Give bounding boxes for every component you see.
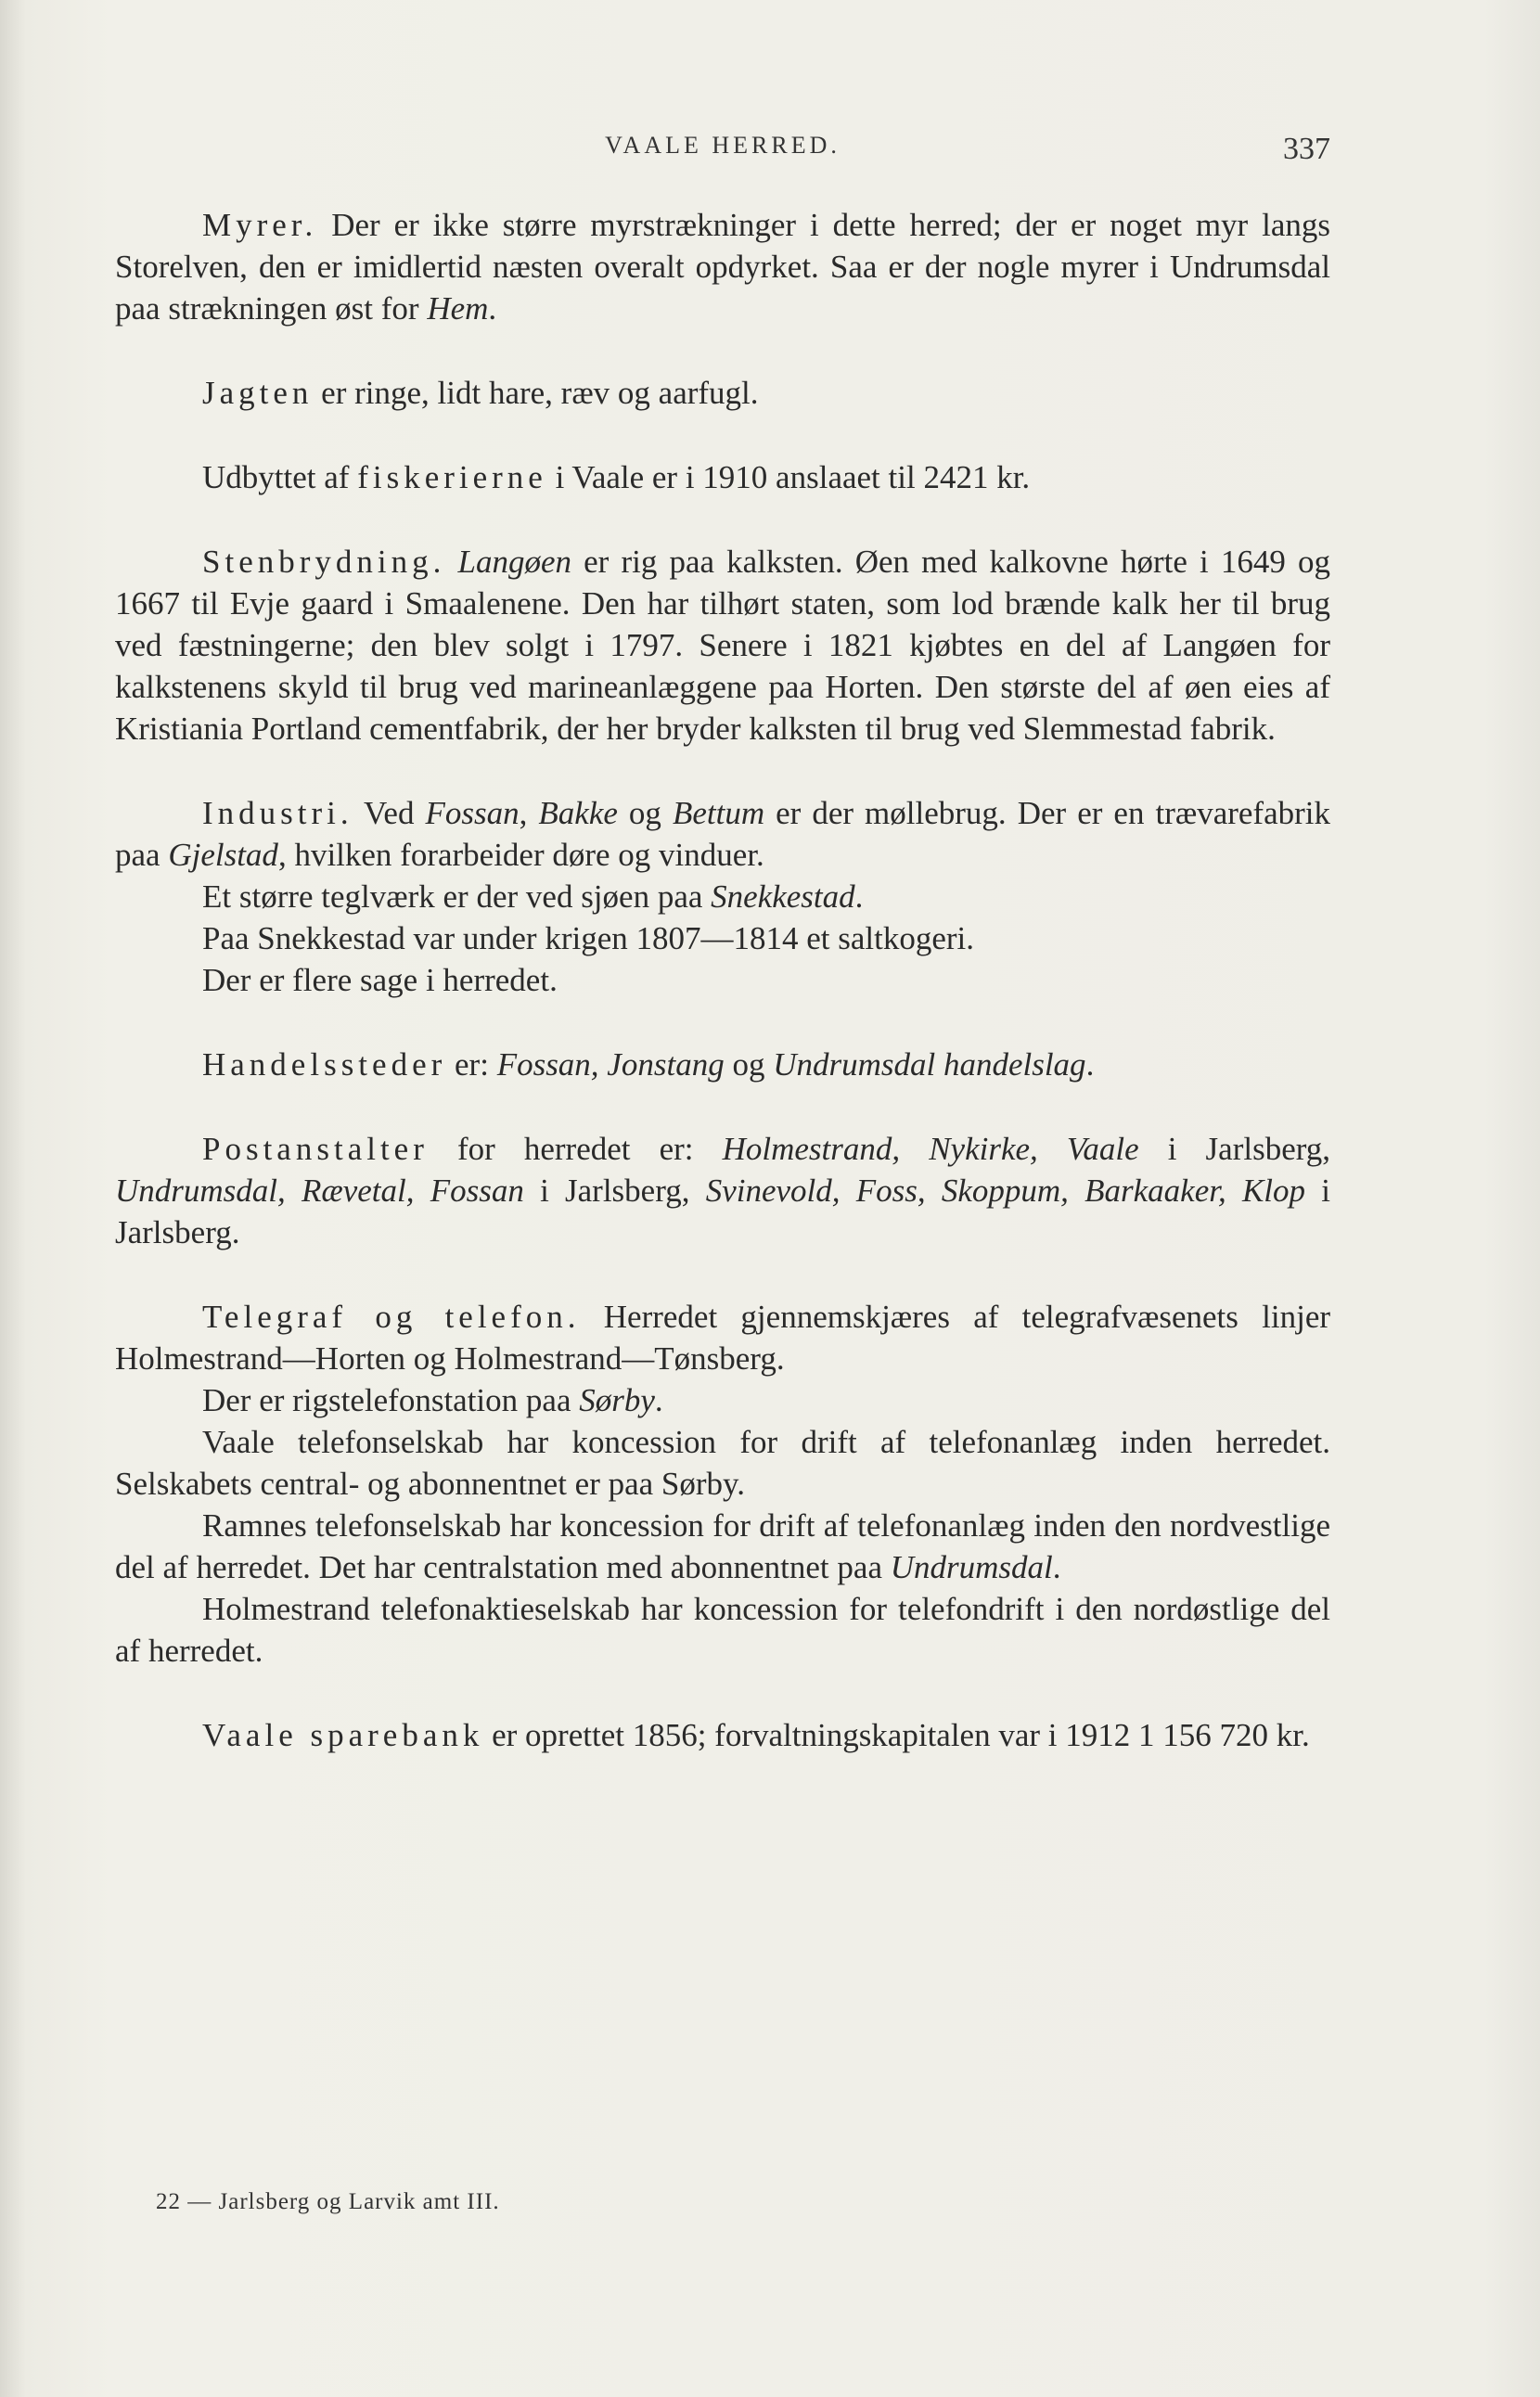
place-name: Bakke: [538, 795, 618, 831]
place-name: Fossan: [425, 795, 520, 831]
place-name: Undrumsdal: [890, 1549, 1053, 1585]
paragraph-text: er rig paa kalksten. Øen med kalkovne hørte i 1649 og 1667 til Evje gaard i Smaalenene. Den har tilhørt staten, som lod brænde kalk her til brug ved fæstningerne; den blev solgt i 1797. Senere i 1821 kjøbtes en del af Langøen for kalkstenens skyld til brug ved marineanlæggene paa Horten. Den største del af øen eies af Kristiania Portland cementfabrik, der her bryder kalksten til brug ved Slemmestad fabrik.: [115, 544, 1331, 747]
paragraph-end: .: [488, 290, 497, 327]
paragraph-end: .: [654, 1382, 663, 1418]
paragraph-text: Der er rigstelefonstation paa: [202, 1382, 580, 1418]
paragraph-text: Udbyttet af: [202, 459, 358, 495]
place-list: Holmestrand, Nykirke, Vaale: [722, 1131, 1139, 1167]
paragraph-saltkogeri: Paa Snekkestad var under krigen 1807—1814 et saltkogeri.: [202, 920, 975, 956]
paragraph-text: er ringe, lidt hare, ræv og aarfugl.: [313, 375, 759, 411]
paragraph-text: er oprettet 1856; forvaltningskapitalen var i 1912 1 156 720 kr.: [483, 1717, 1310, 1753]
paragraph-industri: [115, 792, 1330, 876]
paragraph-postanstalter: [115, 1128, 1330, 1253]
section-heading-stenbrydning: Stenbrydning.: [202, 544, 446, 580]
paragraph-end: .: [1052, 1549, 1061, 1585]
paragraph-telegraf: [115, 1296, 1330, 1379]
place-name: Langøen: [457, 544, 571, 580]
place-name: Undrumsdal handelslag: [773, 1046, 1086, 1083]
paragraph-teglvaerk: [115, 876, 1330, 917]
footer-signature: 22 — Jarlsberg og Larvik amt III.: [156, 2189, 500, 2214]
section-heading-telegraf: Telegraf og telefon.: [202, 1299, 581, 1335]
place-name: Sørby: [579, 1382, 655, 1418]
paragraph-udbyttet: [115, 456, 1330, 498]
paragraph-text: i Jarlsberg,: [523, 1173, 706, 1209]
paragraph-myrer: [115, 204, 1330, 329]
section-heading-postanstalter: Postanstalter: [202, 1131, 429, 1167]
section-heading-fiskerierne: fiskerierne: [357, 459, 547, 495]
running-title: VAALE HERRED.: [605, 132, 841, 159]
paragraph-text: er der møllebrug. Der er en trævarefabrik paa: [115, 795, 1330, 873]
paragraph-stenbrydning: [115, 541, 1330, 750]
separator: ,: [519, 795, 539, 831]
paragraph-ramnes-telefon: [115, 1505, 1330, 1588]
page-body: [115, 204, 1330, 1756]
paragraph-sage: Der er flere sage i herredet.: [202, 962, 558, 998]
paragraph-sparebank: [115, 1714, 1330, 1756]
paragraph-text: i Jarlsberg,: [1138, 1131, 1330, 1167]
place-list: Fossan, Jonstang: [496, 1046, 725, 1083]
section-heading-industri: Industri.: [202, 795, 353, 831]
place-list: Undrumsdal, Rævetal, Fossan: [115, 1173, 524, 1209]
paragraph-text: Ved: [353, 795, 426, 831]
section-heading-myrer: Myrer.: [202, 207, 318, 243]
paragraph-text: er:: [446, 1046, 497, 1083]
section-heading-sparebank: Vaale sparebank: [202, 1717, 484, 1753]
paragraph-jagten: [115, 372, 1330, 414]
paragraph-text: i Vaale er i 1910 anslaaet til 2421 kr.: [546, 459, 1031, 495]
paragraph-text: for herredet er:: [428, 1131, 723, 1167]
paragraph-rigstelefon: [115, 1379, 1330, 1421]
paragraph-text: i Jarlsberg.: [115, 1173, 1330, 1250]
section-heading-jagten: Jagten: [202, 375, 314, 411]
page-number: 337: [1283, 132, 1330, 166]
paragraph-text: Et større teglværk er der ved sjøen paa: [202, 878, 712, 915]
section-heading-handelssteder: Handelssteder: [202, 1046, 447, 1083]
paragraph-handelssteder: [115, 1044, 1330, 1085]
paragraph-text: Herredet gjennemskjæres af telegrafvæsenets linjer Holmestrand—Horten og Holmestrand—Tønsberg.: [115, 1299, 1331, 1377]
paragraph-text: Der er ikke større myrstrækninger i dette herred; der er noget myr langs Storelven, den er imidlertid næsten overalt opdyrket. Saa er der nogle myrer i Undrumsdal paa strækningen øst for: [115, 207, 1330, 327]
place-name: Bettum: [672, 795, 765, 831]
paragraph-text: Ramnes telefonselskab har koncession for drift af telefonanlæg inden den nordvestlige del af herredet. Det har centralstation med abonnentnet paa: [115, 1507, 1330, 1585]
separator: og: [724, 1046, 774, 1083]
place-list: Svinevold, Foss, Skoppum, Barkaaker, Klop: [705, 1173, 1306, 1209]
paragraph-end: .: [1085, 1046, 1095, 1083]
paragraph-end: .: [854, 878, 864, 915]
separator: og: [617, 795, 673, 831]
place-name: Hem: [427, 290, 489, 327]
page-header: [115, 132, 1330, 178]
place-name: Snekkestad: [711, 878, 855, 915]
paragraph-vaale-telefon: Vaale telefonselskab har koncession for drift af telefonanlæg inden herredet. Selskabets central- og abonnentnet er paa Sørby.: [115, 1424, 1330, 1502]
paragraph-text: , hvilken forarbeider døre og vinduer.: [277, 837, 764, 873]
paragraph-holmestrand-telefon: Holmestrand telefonaktieselskab har koncession for telefondrift i den nordøstlige del af herredet.: [115, 1591, 1330, 1669]
place-name: Gjelstad: [168, 837, 278, 873]
